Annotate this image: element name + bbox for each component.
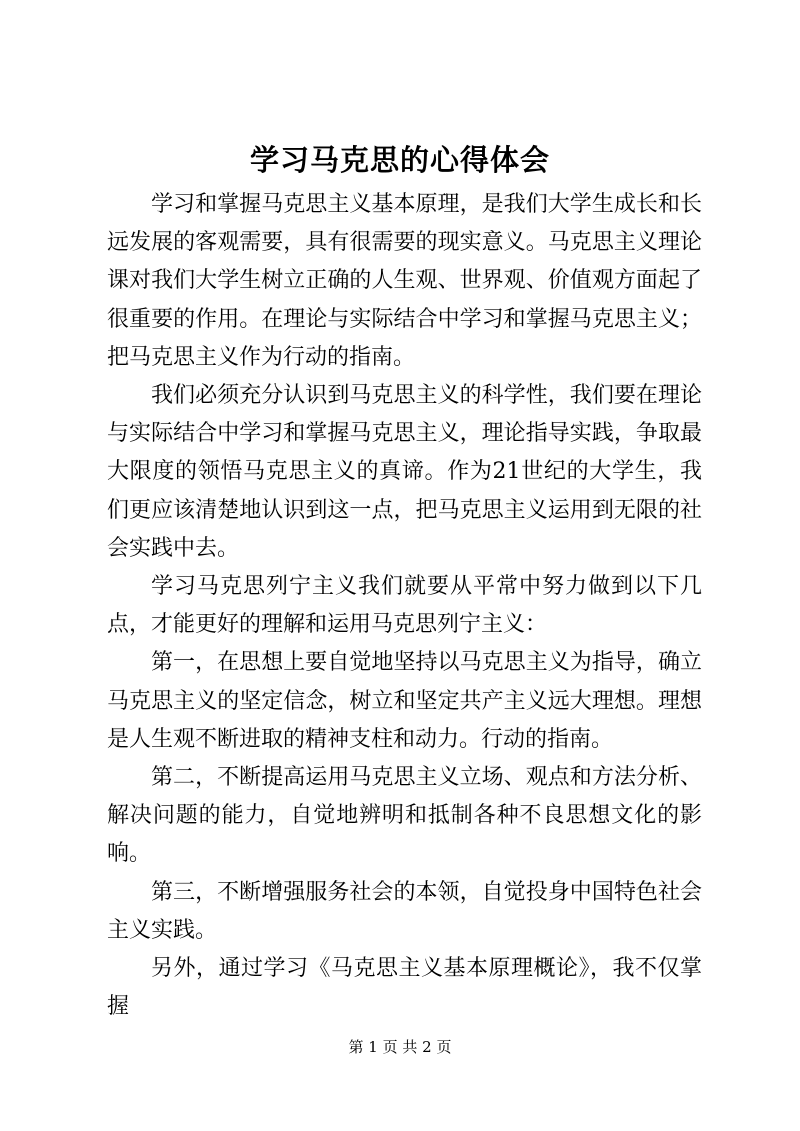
paragraph-7: 另外，通过学习《马克思主义基本原理概论》，我不仅掌握 [107, 956, 702, 1020]
page-number-footer: 第 1 页 共 2 页 [348, 1038, 452, 1056]
paragraph-4: 第一，在思想上要自觉地坚持以马克思主义为指导，确立马克思主义的坚定信念，树立和坚定共产主义远大理想。理想是人生观不断进取的精神支柱和动力。行动的指南。 [107, 650, 702, 752]
paragraph-3: 学习马克思列宁主义我们就要从平常中努力做到以下几点，才能更好的理解和运用马克思列宁主义： [107, 574, 702, 638]
paragraph-6: 第三，不断增强服务社会的本领，自觉投身中国特色社会主义实践。 [107, 879, 702, 943]
document-body [107, 186, 702, 1026]
document-title: 学习马克思的心得体会 [249, 143, 550, 177]
paragraph-2: 我们必须充分认识到马克思主义的科学性，我们要在理论与实际结合中学习和掌握马克思主义，理论指导实践，争取最大限度的领悟马克思主义的真谛。作为21世纪的大学生，我们更应该清楚地认识到这一点，把马克思主义运用到无限的社会实践中去。 [107, 383, 702, 561]
paragraph-1: 学习和掌握马克思主义基本原理，是我们大学生成长和长远发展的客观需要，具有很需要的现实意义。马克思主义理论课对我们大学生树立正确的人生观、世界观、价值观方面起了很重要的作用。在理论与实际结合中学习和掌握马克思主义；把马克思主义作为行动的指南。 [107, 192, 702, 370]
paragraph-5: 第二，不断提高运用马克思主义立场、观点和方法分析、解决问题的能力，自觉地辨明和抵制各种不良思想文化的影响。 [107, 765, 702, 867]
